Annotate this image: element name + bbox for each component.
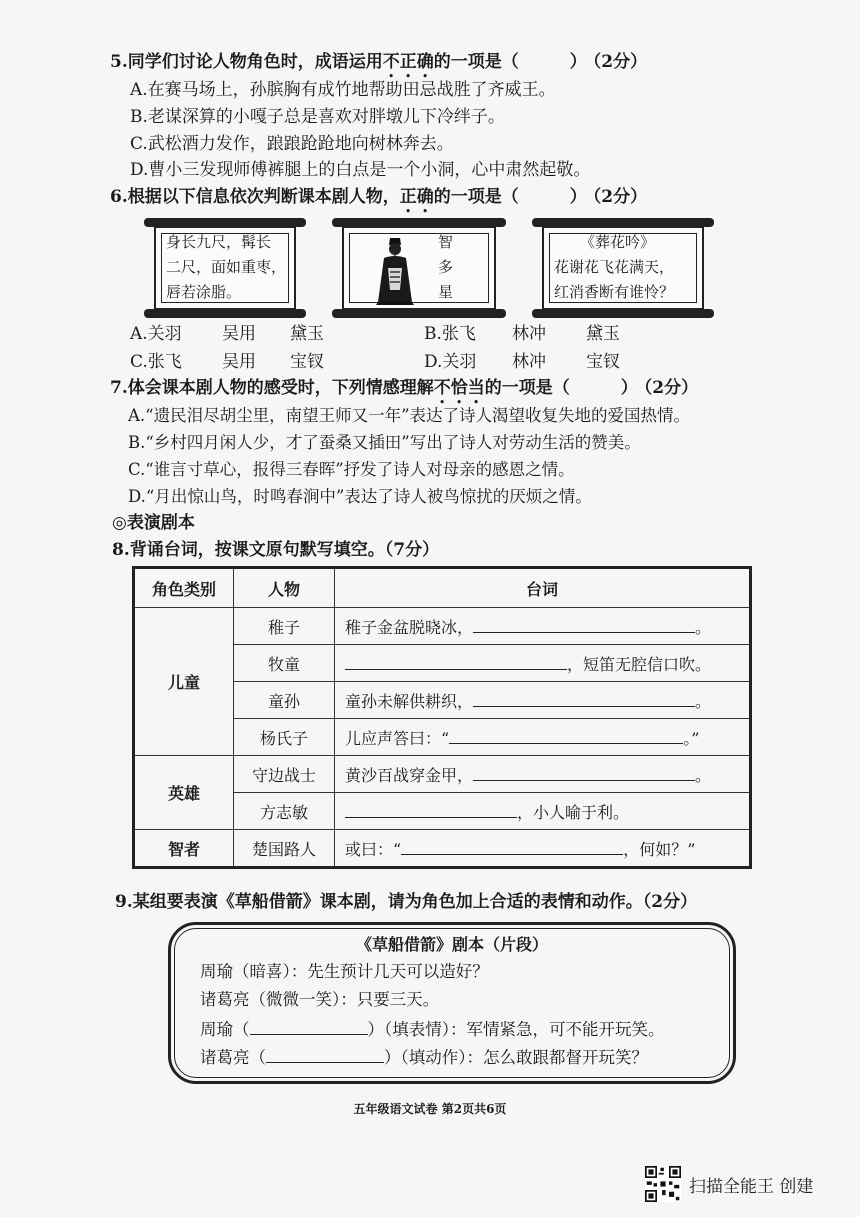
q5-option-c: C.武松酒力发作，踉踉跄跄地向树林奔去。 xyxy=(130,134,454,154)
scholar-figure-icon xyxy=(370,232,420,306)
line-cell: 稚子金盆脱晓冰， 。 xyxy=(335,608,751,645)
header-category: 角色类别 xyxy=(134,568,234,608)
person-cell: 稚子 xyxy=(234,608,335,645)
category-sages: 智者 xyxy=(134,830,234,868)
q7-emphasis: 不恰当 xyxy=(433,378,485,398)
q6-score: （2分） xyxy=(592,187,648,207)
scanner-watermark xyxy=(645,1166,813,1202)
q8-stem: 8.背诵台词，按课文原句默写填空。（7分） xyxy=(112,540,440,560)
q7-option-b: B.“乡村四月闲人少，才了蚕桑又插田”写出了诗人对劳动生活的赞美。 xyxy=(128,433,641,452)
qr-code-icon xyxy=(645,1166,681,1202)
q5-option-d: D.曹小三发现师傅裤腿上的白点是一个小洞，心中肃然起敬。 xyxy=(130,160,591,180)
q6-option-c-3: 宝钗 xyxy=(290,352,324,372)
q5-score: （2分） xyxy=(592,52,648,72)
q6-option-b-2: 林冲 xyxy=(512,324,546,344)
script-line-4: 诸葛亮（ ）（填动作）：怎么敢跟都督开玩笑？ xyxy=(200,1044,648,1070)
table-row xyxy=(134,608,751,645)
header-person: 人物 xyxy=(234,568,335,608)
table-header-row xyxy=(134,568,751,608)
table-row xyxy=(134,756,751,793)
line-cell: ，小人喻于利。 xyxy=(335,793,751,830)
answer-blank[interactable] xyxy=(345,651,567,670)
category-children: 儿童 xyxy=(134,608,234,756)
script-line-1: 周瑜（暗喜）：先生预计几天可以造好？ xyxy=(200,962,489,981)
panel3-line2: 红消香断有谁怜？ xyxy=(554,283,675,301)
q5-stem-tail: 的一项是（ ） xyxy=(433,52,587,72)
scroll-rod-bottom xyxy=(144,309,306,318)
answer-blank[interactable] xyxy=(473,762,695,781)
answer-blank[interactable] xyxy=(401,836,623,855)
line-cell: ，短笛无腔信口吹。 xyxy=(335,645,751,682)
q6-option-a-2: 吴用 xyxy=(222,324,256,344)
q7-option-c: C.“谁言寸草心，报得三春晖”抒发了诗人对母亲的感恩之情。 xyxy=(128,460,575,479)
panel1-line1: 身长九尺，髯长 xyxy=(166,233,272,251)
q6-option-d: D.关羽 xyxy=(424,352,477,372)
person-cell: 守边战士 xyxy=(234,756,335,793)
scroll-panel-1 xyxy=(150,218,300,318)
scroll-rod-bottom xyxy=(332,309,506,318)
q5-option-a: A.在赛马场上，孙膑胸有成竹地帮助田忌战胜了齐威王。 xyxy=(130,80,556,100)
scroll-panel-3 xyxy=(538,218,708,318)
q5-emphasis: 不正确 xyxy=(382,52,434,72)
q7-option-d: D.“月出惊山鸟，时鸣春涧中”表达了诗人被鸟惊扰的厌烦之情。 xyxy=(128,487,592,506)
line-cell: 黄沙百战穿金甲， 。 xyxy=(335,756,751,793)
recitation-table xyxy=(132,566,752,869)
answer-blank[interactable] xyxy=(345,799,517,818)
q6-stem-text: 6.根据以下信息依次判断课本剧人物， xyxy=(110,187,400,207)
panel3-line1: 花谢花飞花满天， xyxy=(554,258,675,276)
scroll-rod-bottom xyxy=(532,309,714,318)
panel2-char1: 智 xyxy=(438,233,454,251)
line-cell: 儿应声答曰：“ 。” xyxy=(335,719,751,756)
expression-blank[interactable] xyxy=(250,1016,368,1035)
script-line-3: 周瑜（ ）（填表情）：军情紧急，可不能开玩笑。 xyxy=(200,1016,665,1042)
q6-emphasis: 正确 xyxy=(399,187,434,207)
script-line-2: 诸葛亮（微微一笑）：只要三天。 xyxy=(200,990,440,1009)
q6-option-c: C.张飞 xyxy=(130,352,182,372)
q7-stem-tail: 的一项是（ ） xyxy=(484,378,638,398)
q6-option-b-3: 黛玉 xyxy=(586,324,620,344)
action-blank[interactable] xyxy=(266,1044,384,1063)
line-cell: 童孙未解供耕织， 。 xyxy=(335,682,751,719)
q6-option-d-2: 林冲 xyxy=(512,352,546,372)
panel3-title: 《葬花吟》 xyxy=(580,233,656,251)
script-title: 《草船借箭》剧本（片段） xyxy=(355,935,548,954)
person-cell: 楚国路人 xyxy=(234,830,335,868)
answer-blank[interactable] xyxy=(473,614,695,633)
scanner-label: 扫描全能王 创建 xyxy=(689,1176,814,1197)
q6-stem xyxy=(110,185,647,217)
q6-option-b: B.张飞 xyxy=(424,324,476,344)
person-cell: 方志敏 xyxy=(234,793,335,830)
header-lines: 台词 xyxy=(335,568,751,608)
q7-score: （2分） xyxy=(643,378,699,398)
answer-blank[interactable] xyxy=(449,725,683,744)
q6-option-d-3: 宝钗 xyxy=(586,352,620,372)
script-frame xyxy=(168,922,736,1084)
q9-stem: 9.某组要表演《草船借箭》课本剧，请为角色加上合适的表情和动作。（2分） xyxy=(115,892,698,912)
table-row xyxy=(134,830,751,868)
panel2-char2: 多 xyxy=(438,258,454,276)
scroll-panel-2 xyxy=(338,218,500,318)
panel2-char3: 星 xyxy=(438,283,454,301)
person-cell: 杨氏子 xyxy=(234,719,335,756)
q6-option-c-2: 吴用 xyxy=(222,352,256,372)
q7-option-a: A.“遗民泪尽胡尘里，南望王师又一年”表达了诗人渴望收复失地的爱国热情。 xyxy=(128,406,691,425)
person-cell: 童孙 xyxy=(234,682,335,719)
category-heroes: 英雄 xyxy=(134,756,234,830)
q6-option-a: A.关羽 xyxy=(130,324,182,344)
panel1-line2: 二尺，面如重枣， xyxy=(166,258,287,276)
person-cell: 牧童 xyxy=(234,645,335,682)
page-footer: 五年级语文试卷 第2页共6页 xyxy=(353,1102,507,1116)
panel1-line3: 唇若涂脂。 xyxy=(166,283,242,301)
line-cell: 或曰：“ ，何如？” xyxy=(335,830,751,868)
q6-stem-tail: 的一项是（ ） xyxy=(433,187,587,207)
section-heading: ◎表演剧本 xyxy=(112,513,195,533)
q6-option-a-3: 黛玉 xyxy=(290,324,324,344)
q7-stem-text: 7.体会课本剧人物的感受时，下列情感理解 xyxy=(110,378,434,398)
q5-option-b: B.老谋深算的小嘎子总是喜欢对胖墩儿下冷绊子。 xyxy=(130,107,505,127)
q5-stem-text: 5.同学们讨论人物角色时，成语运用 xyxy=(110,52,383,72)
answer-blank[interactable] xyxy=(473,688,695,707)
